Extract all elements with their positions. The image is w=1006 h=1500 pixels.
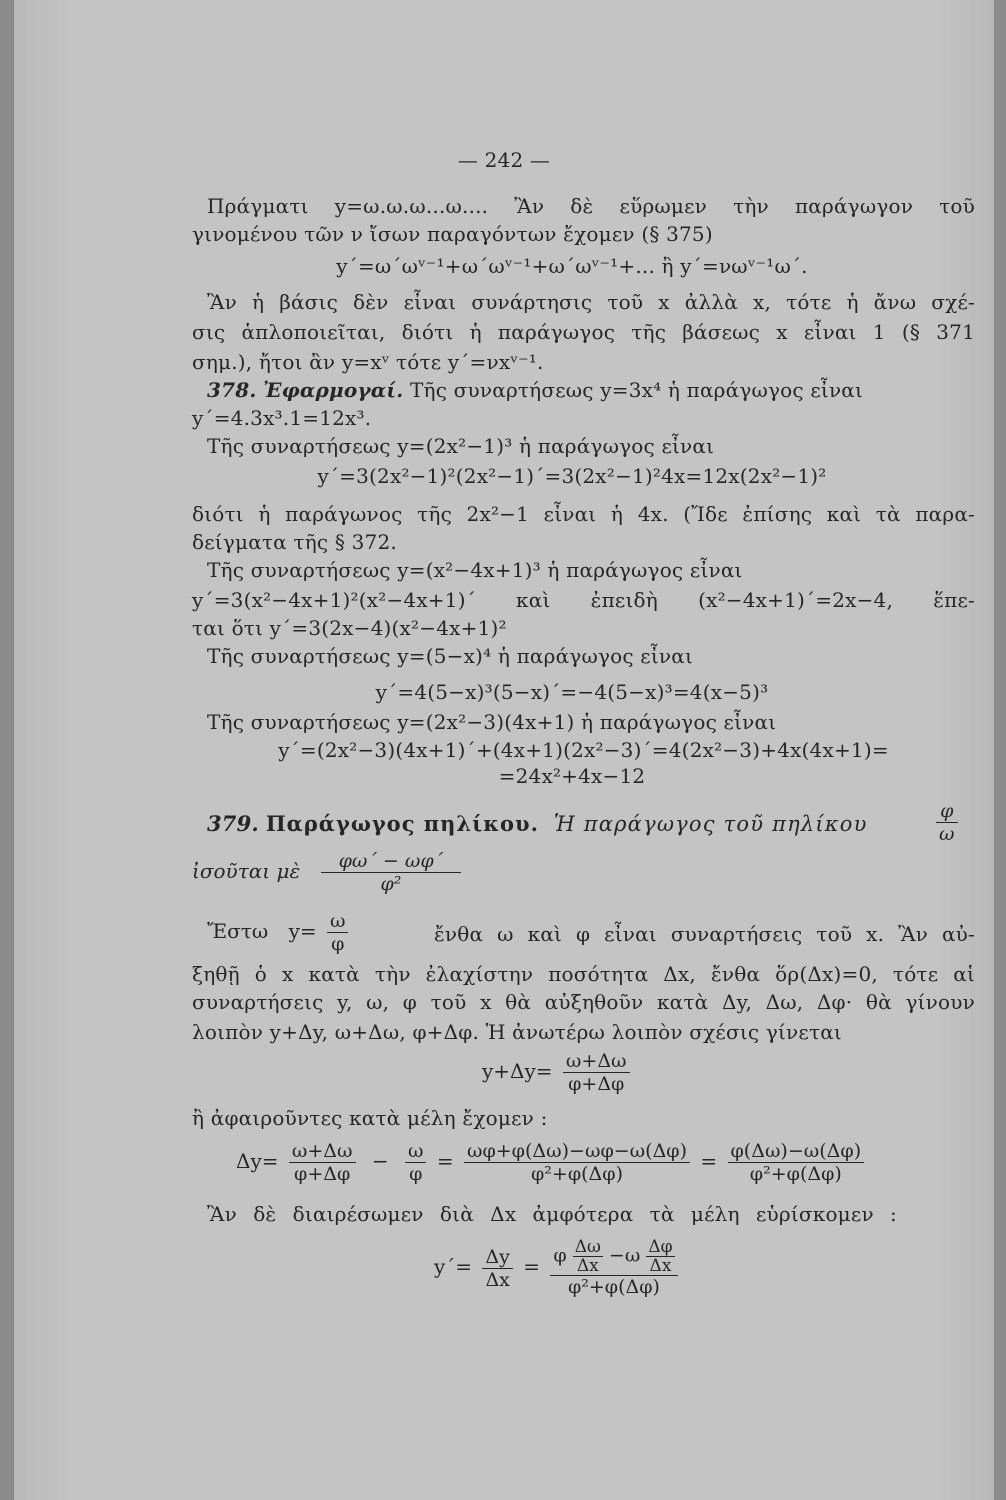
text-line: ἢ ἀφαιροῦντες κατὰ μέλη ἔχομεν : — [192, 1106, 548, 1130]
fraction-numerator: Δω — [574, 1237, 601, 1257]
text-line: διότι ἡ παράγωνος τῆς 2x²−1 εἶναι ἡ 4x. (Ἴδε ἐπίσης καὶ τὰ παρα- — [192, 502, 975, 526]
formula-line: y΄=4(5−x)³(5−x)΄=−4(5−x)³=4(x−5)³ — [375, 680, 769, 704]
text-line: Τῆς συναρτήσεως y=(x²−4x+1)³ ἡ παράγωγος εἶναι — [207, 558, 743, 582]
operator: −ω — [608, 1244, 641, 1267]
lhs: y΄= — [434, 1254, 473, 1279]
text-line: Τῆς συναρτήσεως y=(2x²−1)³ ἡ παράγωγος εἶναι — [207, 434, 715, 458]
section-number: 378. — [207, 378, 257, 402]
lead-word: Ἔστω — [207, 919, 269, 943]
equals-text: ἰσοῦται μὲ — [192, 859, 301, 883]
section-text: Τῆς συναρτήσεως y=3x⁴ ἡ παράγωγος εἶναι — [410, 378, 864, 402]
section-title: Παράγωγος πηλίκου. — [265, 811, 539, 836]
text-line: y΄=3(x²−4x+1)²(x²−4x+1)΄ καὶ ἐπειδὴ (x²−4x+1)΄=2x−4, ἕπε- — [192, 588, 975, 612]
text-line: Πράγματι y=ω.ω.ω...ω.... Ἂν δὲ εὕρωμεν τὴν παράγωγον τοῦ — [207, 194, 975, 218]
lhs: y= — [288, 919, 317, 943]
section-statement: Ἡ παράγωγος τοῦ πηλίκου — [553, 812, 868, 836]
operator: − — [371, 1149, 389, 1173]
formula-line: y΄=ω΄ωᵛ⁻¹+ω΄ωᵛ⁻¹+ω΄ωᵛ⁻¹+... ἢ y΄=νωᵛ⁻¹ω΄. — [336, 254, 808, 278]
fraction-denominator: φ — [409, 1163, 423, 1185]
fraction-denominator: Δx — [485, 1268, 510, 1291]
difference-equation — [236, 1140, 868, 1185]
fraction-denominator: φ²+φ(Δφ) — [530, 1163, 623, 1185]
section-378-heading — [207, 378, 863, 402]
text-line: σημ.), ἤτοι ἂν y=xᵛ τότε y΄=νxᵛ⁻¹. — [192, 350, 544, 374]
fraction-denominator: ω — [939, 823, 955, 845]
fraction-numerator: ω+Δω — [289, 1140, 356, 1163]
formula-line: y΄=3(2x²−1)²(2x²−1)΄=3(2x²−1)²4x=12x(2x²−1)² — [317, 464, 827, 488]
fraction-denominator: Δx — [649, 1256, 672, 1276]
fraction-denominator: φ²+φ(Δφ) — [567, 1276, 660, 1298]
fraction-numerator: ω+Δω — [563, 1050, 630, 1073]
fraction-denominator: φ+Δφ — [294, 1163, 351, 1185]
text-line: συναρτήσεις y, ω, φ τοῦ x θὰ αὐξηθοῦν κατὰ Δy, Δω, Δφ· θὰ γίνουν — [192, 990, 975, 1014]
fraction-denominator: Δx — [576, 1256, 599, 1276]
text-line: Ἂν ἡ βάσις δὲν εἶναι συνάρτησις τοῦ x ἀλλὰ x, τότε ἡ ἄνω σχέ- — [207, 290, 975, 314]
operator: = — [523, 1254, 541, 1279]
section-number: 379. — [207, 811, 259, 836]
page-number: — 242 — — [457, 148, 551, 172]
formula-line: y΄=(2x²−3)(4x+1)΄+(4x+1)(2x²−3)΄=4(2x²−3)+4x(4x+1)= — [278, 738, 889, 762]
rule-statement — [192, 850, 465, 895]
lhs: y+Δy= — [482, 1059, 553, 1083]
text-line: ται ὅτι y΄=3(2x−4)(x²−4x+1)² — [192, 616, 507, 640]
fraction-denominator: φ — [331, 933, 345, 955]
quotient-fraction — [932, 800, 962, 845]
fraction-numerator: φ(Δω)−ω(Δφ) — [728, 1140, 865, 1163]
text-line: Ἂν δὲ διαιρέσωμεν διὰ Δx ἀμφότερα τὰ μέλη εὑρίσκομεν : — [207, 1202, 897, 1226]
fraction-numerator: ω — [327, 910, 349, 933]
fraction-numerator: φ — [936, 800, 958, 823]
derivative-equation — [434, 1238, 682, 1298]
text-line: ἔνθα ω καὶ φ εἶναι συναρτήσεις τοῦ x. Ἂν αὐ- — [434, 922, 975, 946]
fraction-denominator: φ+Δφ — [568, 1073, 625, 1095]
fraction-numerator: Δφ — [648, 1237, 673, 1257]
fraction-numerator: Δy — [482, 1246, 512, 1269]
fraction-denominator: φ²+φ(Δφ) — [749, 1163, 842, 1185]
text-line: ξηθῇ ὁ x κατὰ τὴν ἐλαχίστην ποσότητα Δx, ἔνθα ὅρ(Δx)=0, τότε αἱ — [192, 962, 975, 986]
section-379-heading — [207, 812, 868, 836]
lhs: Δy= — [236, 1149, 279, 1173]
fraction-numerator: φω΄ − ωφ΄ — [321, 850, 462, 873]
compound-numerator — [550, 1238, 677, 1276]
phi-symbol: φ — [553, 1244, 567, 1267]
section-title: Ἐφαρμογαί. — [263, 378, 404, 402]
fraction-numerator: ωφ+φ(Δω)−ωφ−ω(Δφ) — [464, 1140, 690, 1163]
text-line: y΄=4.3x³.1=12x³. — [192, 406, 372, 430]
text-line: γινομένου τῶν ν ἴσων παραγόντων ἔχομεν (§ 375) — [192, 222, 713, 246]
book-page — [14, 0, 994, 1500]
fraction-denominator: φ² — [380, 873, 402, 895]
definition-equation — [207, 910, 352, 955]
text-line: σις ἁπλοποιεῖται, διότι ἡ παράγωγος τῆς βάσεως x εἶναι 1 (§ 371 — [192, 320, 975, 344]
text-line: λοιπὸν y+Δy, ω+Δω, φ+Δφ. Ἡ ἀνωτέρω λοιπὸν σχέσις γίνεται — [192, 1020, 842, 1044]
operator: = — [436, 1149, 454, 1173]
formula-line: =24x²+4x−12 — [498, 764, 646, 788]
increment-equation — [482, 1050, 634, 1095]
operator: = — [700, 1149, 718, 1173]
text-line: Τῆς συναρτήσεως y=(5−x)⁴ ἡ παράγωγος εἶναι — [207, 644, 694, 668]
fraction-numerator: ω — [405, 1140, 427, 1163]
text-line: Τῆς συναρτήσεως y=(2x²−3)(4x+1) ἡ παράγωγος εἶναι — [207, 710, 777, 734]
text-line: δείγματα τῆς § 372. — [192, 530, 397, 554]
